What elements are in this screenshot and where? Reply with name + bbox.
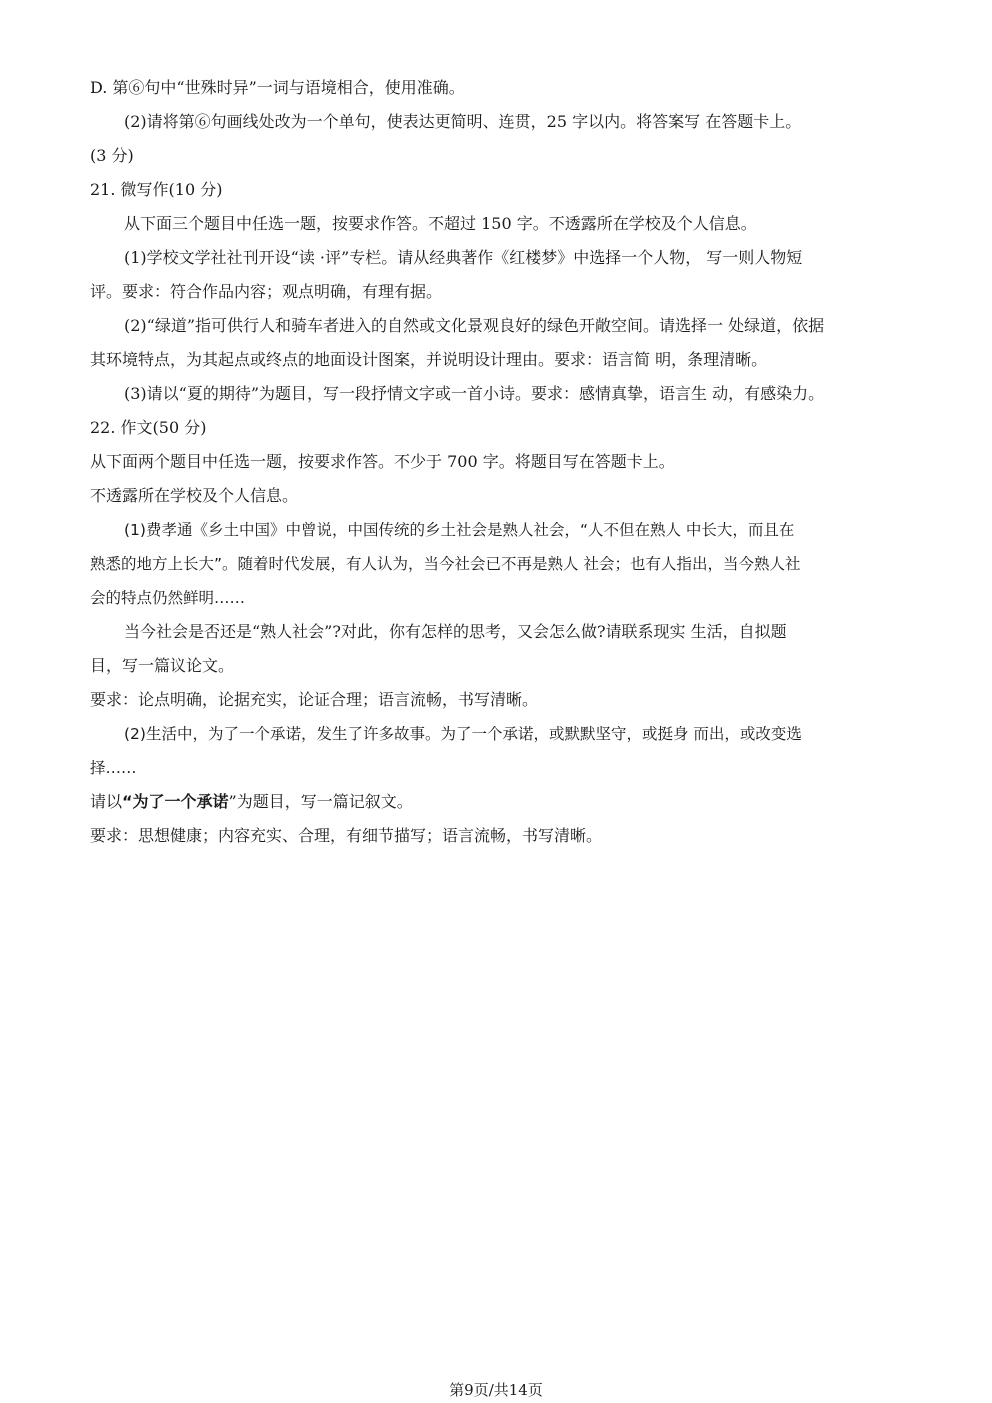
- question-21-option-2-cont: 其环境特点，为其起点或终点的地面设计图案，并说明设计理由。要求：语言简 明，条理清晰。: [90, 350, 768, 369]
- page-number: 第9页/共14页: [449, 1381, 543, 1399]
- question-20-2: (2)请将第⑥句画线处改为一个单句，使表达更简明、连贯，25 字以内。将答案写 在答题卡上。: [124, 112, 802, 131]
- question-22-prompt-1-cont2: 会的特点仍然鲜明……: [90, 589, 246, 607]
- question-22-prompt-2: (2)生活中，为了一个承诺，发生了许多故事。为了一个承诺，或默默坚守，或挺身 而出，或改变选: [124, 725, 802, 743]
- essay-title: “为了一个承诺: [122, 792, 229, 811]
- question-22-instructions-cont: 不透露所在学校及个人信息。: [90, 486, 299, 505]
- question-22-prompt-2-task: [90, 791, 905, 813]
- question-22-instructions: 从下面两个题目中任选一题，按要求作答。不少于 700 字。将题目写在答题卡上。: [90, 452, 675, 471]
- question-22-heading: 22. 作文(50 分): [90, 418, 207, 437]
- task-suffix: ”为题目，写一篇记叙文。: [228, 792, 413, 811]
- question-22-prompt-1-task-cont: 目，写一篇议论文。: [90, 656, 235, 675]
- question-21-option-1: (1)学校文学社社刊开设“读 ·评”专栏。请从经典著作《红楼梦》中选择一个人物， 写一则人物短: [124, 248, 803, 267]
- question-22-prompt-1-requirements: 要求：论点明确，论据充实，论证合理；语言流畅，书写清晰。: [90, 690, 539, 709]
- question-21-option-2: (2)“绿道”指可供行人和骑车者进入的自然或文化景观良好的绿色开敞空间。请选择一 处绿道，依据: [124, 316, 825, 335]
- question-21-option-1-cont: 评。要求：符合作品内容；观点明确，有理有据。: [90, 282, 443, 301]
- option-d: D. 第⑥句中“世殊时异”一词与语境相合，使用准确。: [90, 78, 465, 97]
- question-21-option-3: (3)请以“夏的期待”为题目，写一段抒情文字或一首小诗。要求：感情真挚，语言生 动，有感染力。: [124, 384, 825, 403]
- question-21-instructions: 从下面三个题目中任选一题，按要求作答。不超过 150 字。不透露所在学校及个人信息。: [124, 214, 757, 233]
- question-20-2-score: (3 分): [90, 146, 134, 165]
- question-22-prompt-1-task: 当今社会是否还是“熟人社会”?对此，你有怎样的思考，又会怎么做?请联系现实 生活，自拟题: [124, 622, 787, 641]
- question-22-prompt-1-cont: 熟悉的地方上长大”。随着时代发展，有人认为，当今社会已不再是熟人 社会；也有人指出，当今熟人社: [90, 555, 801, 573]
- question-22-prompt-2-cont: 择……: [90, 759, 137, 777]
- question-22-prompt-2-requirements: 要求：思想健康；内容充实、合理，有细节描写；语言流畅，书写清晰。: [90, 826, 603, 845]
- question-22-prompt-1: (1)费孝通《乡土中国》中曾说，中国传统的乡土社会是熟人社会，“人不但在熟人 中长大，而且在: [124, 521, 795, 539]
- task-prefix: 请以: [90, 792, 123, 811]
- question-21-heading: 21. 微写作(10 分): [90, 180, 223, 199]
